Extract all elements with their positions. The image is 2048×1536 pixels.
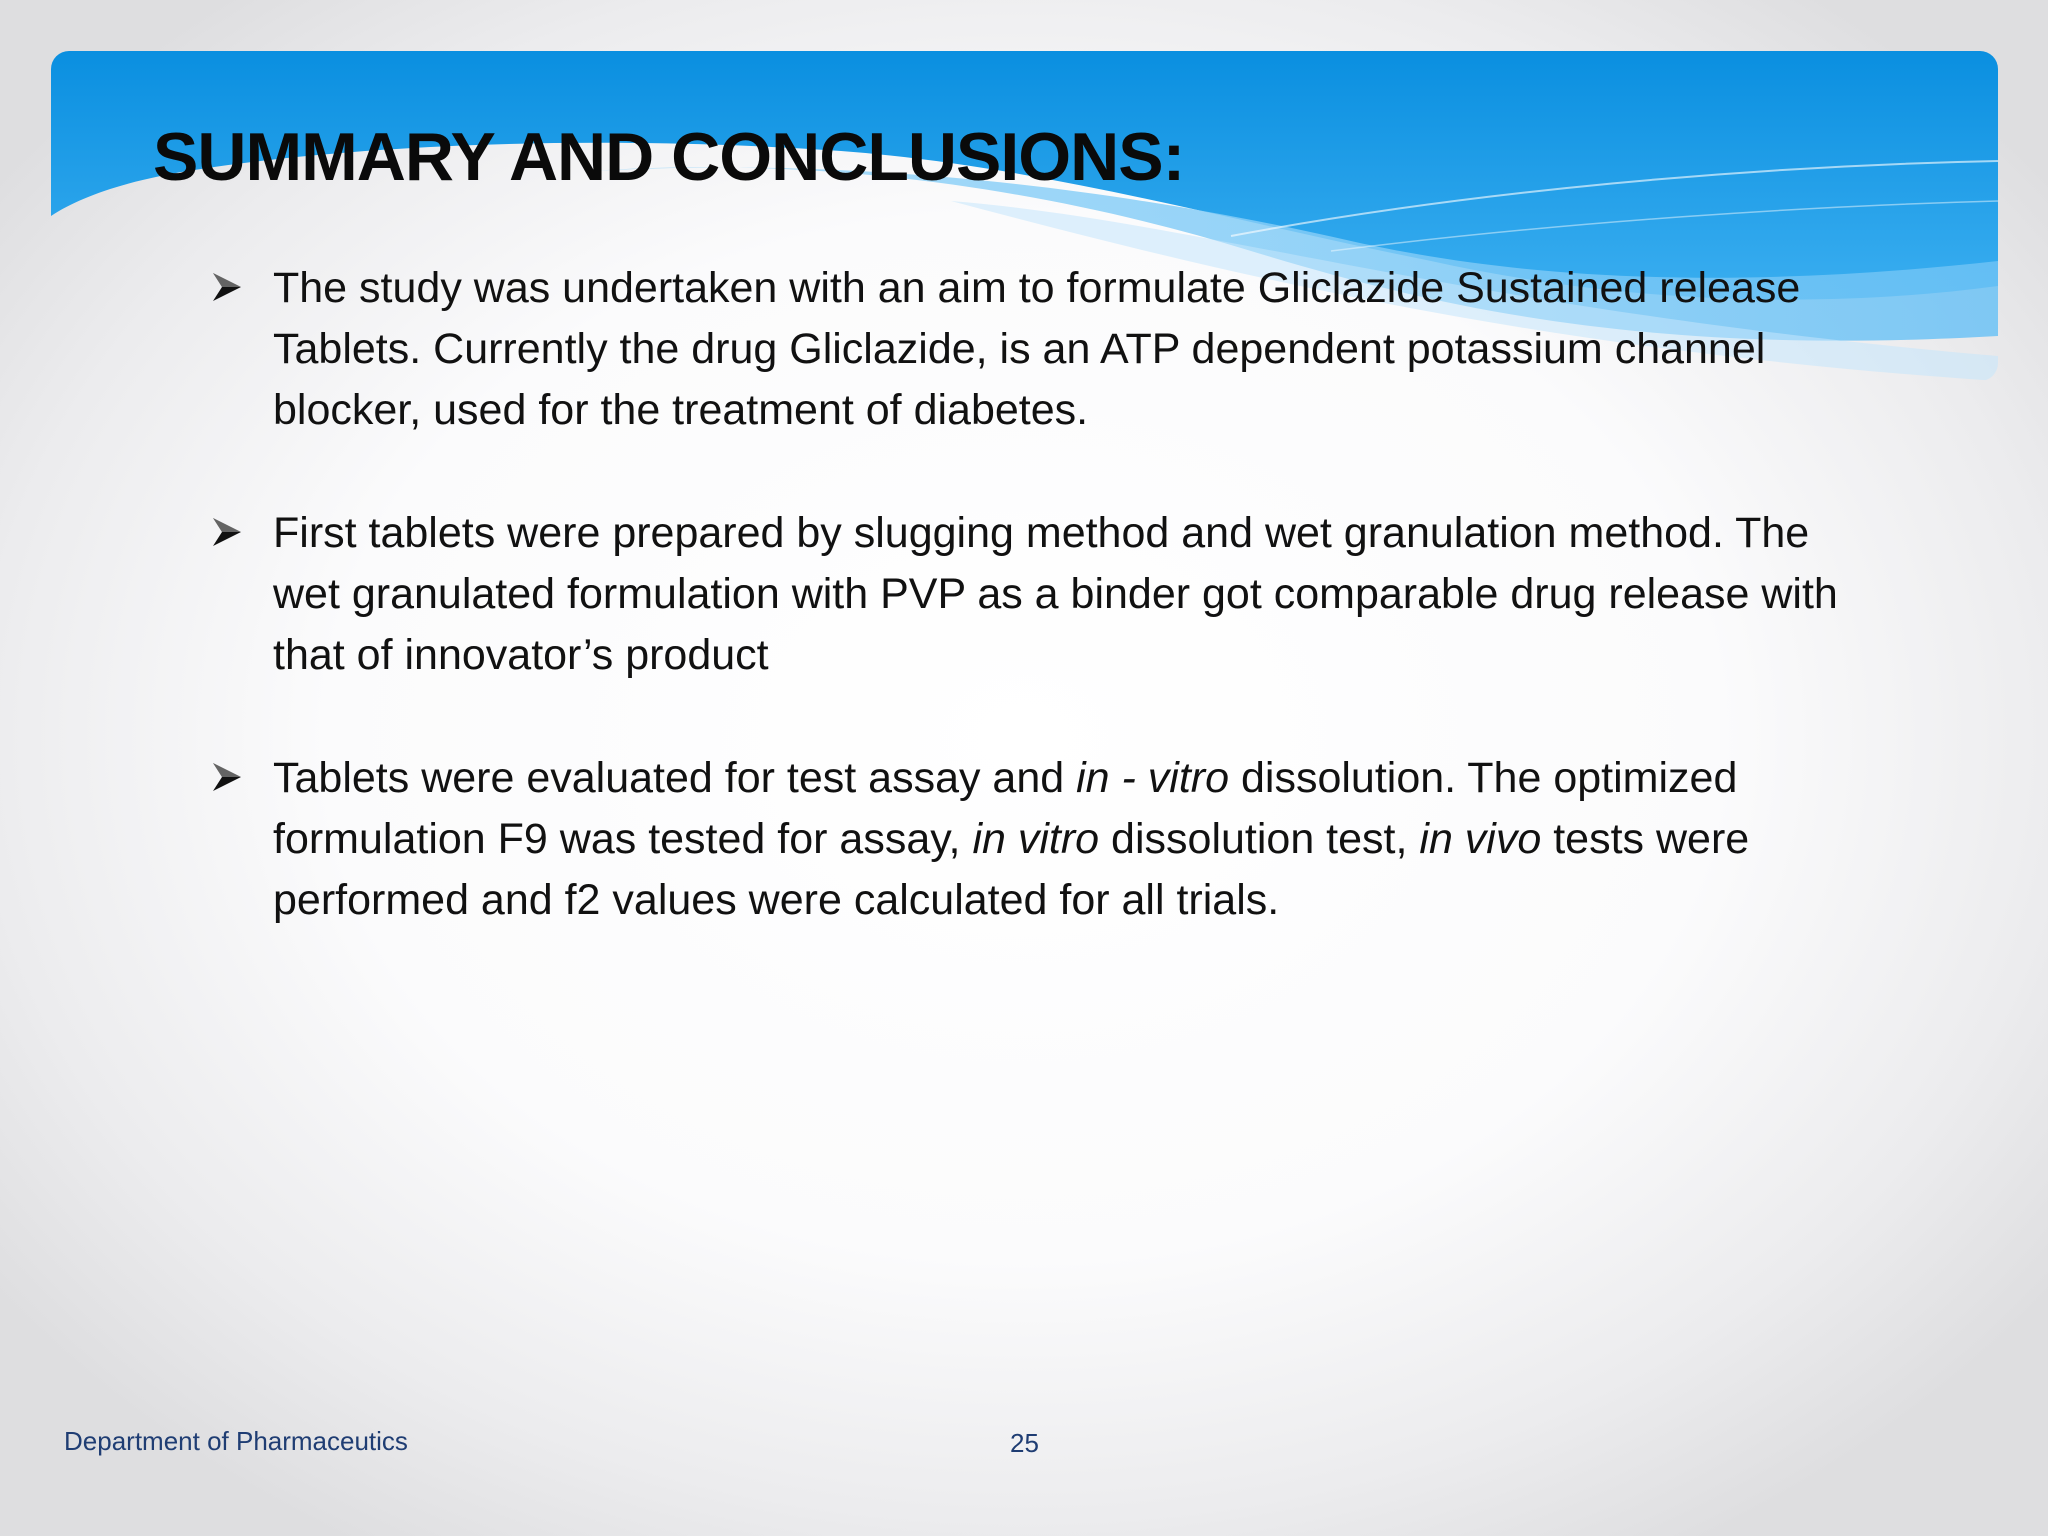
bullet-list bbox=[210, 258, 1870, 993]
arrow-bullet-icon bbox=[210, 270, 244, 304]
footer-department: Department of Pharmaceutics bbox=[64, 1426, 408, 1456]
bullet-item bbox=[210, 503, 1870, 686]
bullet-text: Tablets were evaluated for test assay and in - vitro dissolution. The optimized formulation F9 was tested for assay, in vitro dissolution test, in vivo tests were performed and f2 values were calculated for all trials. bbox=[273, 754, 1750, 924]
slide-title: SUMMARY AND CONCLUSIONS: bbox=[153, 119, 1185, 195]
arrow-bullet-icon bbox=[210, 515, 244, 549]
bullet-text: First tablets were prepared by slugging method and wet granulation method. The wet granulated formulation with PVP as a binder got comparable drug release with that of innovator’s product bbox=[273, 509, 1838, 679]
bullet-text: The study was undertaken with an aim to formulate Gliclazide Sustained release Tablets. Currently the drug Gliclazide, is an ATP dependent potassium channel blocker, used for the treatment of diabetes. bbox=[273, 264, 1801, 434]
page-number: 25 bbox=[1010, 1428, 1039, 1458]
bullet-item bbox=[210, 748, 1870, 931]
bullet-item bbox=[210, 258, 1870, 441]
arrow-bullet-icon bbox=[210, 760, 244, 794]
